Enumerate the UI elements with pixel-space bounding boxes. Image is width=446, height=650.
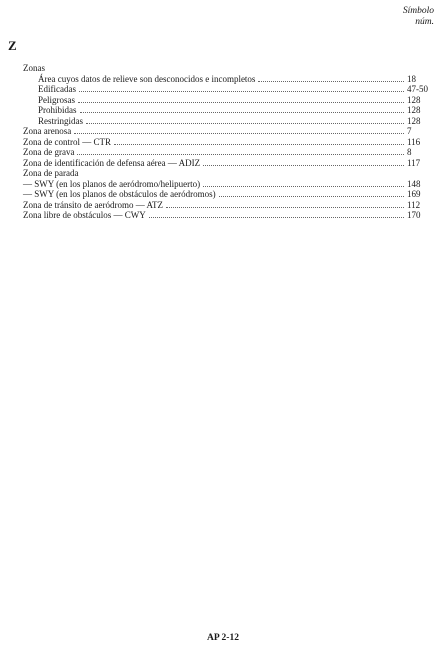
index-entry-term: Área cuyos datos de relieve son desconocidos e incompletos <box>38 73 256 84</box>
index-entry <box>23 137 435 148</box>
index-entry <box>23 158 435 169</box>
index-entry-term: — SWY (en los planos de obstáculos de aeródromos) <box>23 189 216 199</box>
index-entry <box>23 147 435 158</box>
index-entry <box>23 179 435 190</box>
dot-leader <box>77 147 404 155</box>
section-letter: Z <box>8 38 17 53</box>
index-entry-term: Zona arenosa <box>23 126 72 136</box>
dot-leader <box>80 105 404 113</box>
index-list <box>23 63 435 221</box>
dot-leader <box>114 137 404 145</box>
index-entry-term: Zona de identificación de defensa aérea — ADIZ <box>23 157 201 168</box>
dot-leader <box>203 158 404 166</box>
column-header-symbol: Símbolo <box>402 6 434 16</box>
column-header-number: núm. <box>415 17 434 27</box>
index-entry-term: Zonas <box>23 63 45 73</box>
dot-leader <box>79 84 404 92</box>
index-entry-symbol-number: 128 <box>407 105 421 115</box>
index-entry-symbol-number: 18 <box>407 73 416 84</box>
index-entry-term: Zona de grava <box>23 147 75 157</box>
index-entry-symbol-number: 47-50 <box>407 84 428 94</box>
page-footer: AP 2-12 <box>207 633 239 643</box>
index-entry-term: Peligrosas <box>38 94 75 105</box>
index-entry-term: Prohibidas <box>38 105 77 115</box>
index-entry-term: Edificadas <box>38 84 76 94</box>
dot-leader <box>166 200 404 208</box>
index-entry-symbol-number: 128 <box>407 94 421 105</box>
dot-leader <box>74 126 404 134</box>
index-entry <box>23 74 435 85</box>
index-entry <box>23 189 435 200</box>
index-entry-term: Restringidas <box>38 115 83 126</box>
index-entry-term: Zona de control — CTR <box>23 136 111 147</box>
column-header <box>403 6 434 28</box>
index-entry-term: Zona de parada <box>23 168 79 178</box>
index-entry <box>23 126 435 137</box>
index-entry-term: Zona de tránsito de aeródromo — ATZ <box>23 199 163 210</box>
dot-leader <box>203 179 404 187</box>
index-entry-symbol-number: 128 <box>407 115 421 126</box>
index-entry-symbol-number: 170 <box>407 210 421 220</box>
index-entry <box>23 105 435 116</box>
index-entry <box>23 210 435 221</box>
dot-leader <box>149 210 404 218</box>
index-entry-symbol-number: 148 <box>407 178 421 189</box>
index-entry-symbol-number: 7 <box>407 126 412 136</box>
index-entry <box>23 168 435 179</box>
dot-leader <box>78 95 404 103</box>
index-entry-symbol-number: 8 <box>407 147 412 157</box>
index-entry-symbol-number: 169 <box>407 189 421 199</box>
index-entry-term: Zona libre de obstáculos — CWY <box>23 210 146 220</box>
dot-leader <box>86 116 404 124</box>
index-entry-symbol-number: 117 <box>407 157 421 168</box>
dot-leader <box>219 189 404 197</box>
index-entry-symbol-number: 116 <box>407 136 421 147</box>
index-entry <box>23 84 435 95</box>
dot-leader <box>258 74 404 82</box>
index-entry-symbol-number: 112 <box>407 199 421 210</box>
index-entry <box>23 95 435 106</box>
index-entry <box>23 200 435 211</box>
index-entry <box>23 63 435 74</box>
index-entry-term: — SWY (en los planos de aeródromo/helipuerto) <box>23 178 201 189</box>
index-entry <box>23 116 435 127</box>
